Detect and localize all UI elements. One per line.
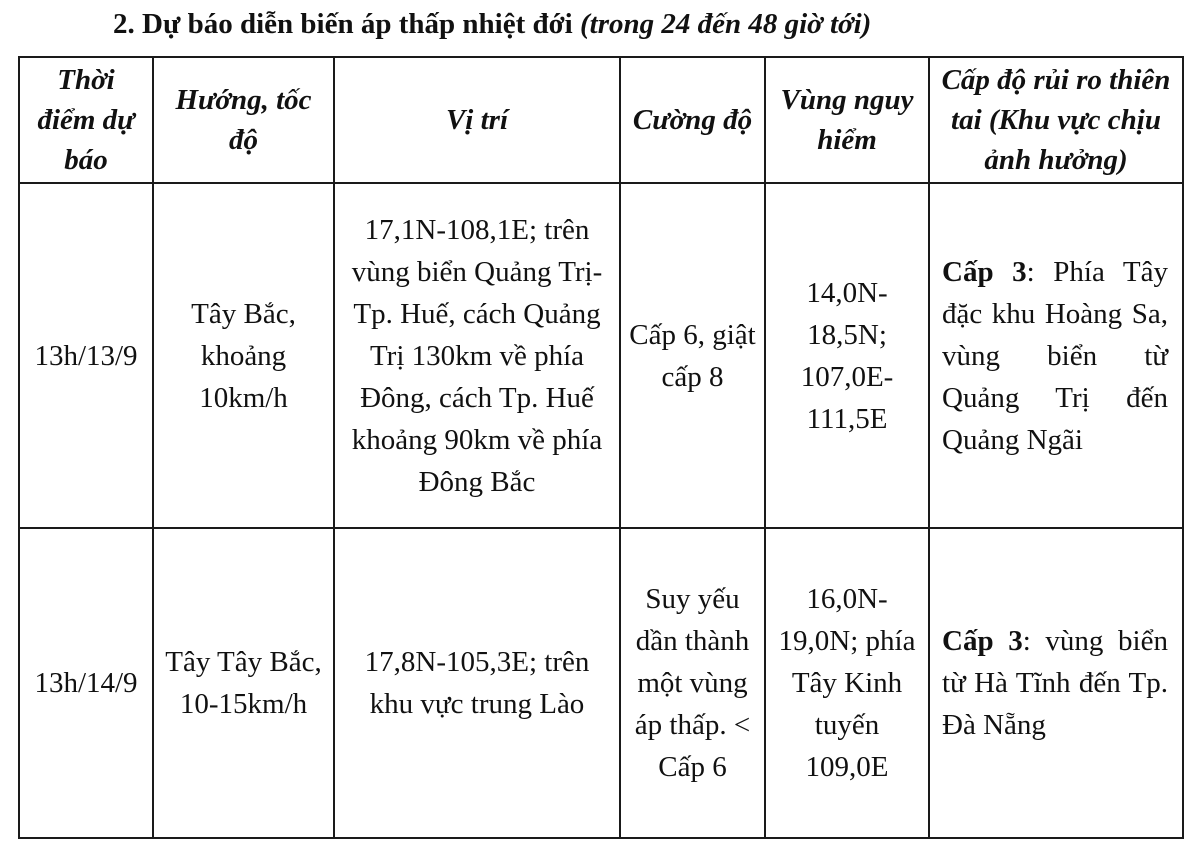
forecast-table <box>18 56 1184 839</box>
header-intensity: Cường độ <box>620 57 765 183</box>
header-risk: Cấp độ rủi ro thiên tai (Khu vực chịu ảnh hưởng) <box>929 57 1183 183</box>
header-danger-zone: Vùng nguy hiểm <box>765 57 929 183</box>
cell-intensity: Suy yếu dần thành một vùng áp thấp. < Cấp 6 <box>620 528 765 838</box>
header-direction: Hướng, tốc độ <box>153 57 334 183</box>
risk-level: Cấp 3 <box>942 625 1023 657</box>
heading-main: 2. Dự báo diễn biến áp thấp nhiệt đới <box>113 8 580 40</box>
header-position: Vị trí <box>334 57 620 183</box>
cell-intensity: Cấp 6, giật cấp 8 <box>620 183 765 528</box>
section-heading <box>113 8 871 41</box>
cell-time: 13h/14/9 <box>19 528 153 838</box>
cell-danger-zone: 16,0N-19,0N; phía Tây Kinh tuyến 109,0E <box>765 528 929 838</box>
table-row <box>19 528 1183 838</box>
cell-risk <box>929 183 1183 528</box>
cell-direction: Tây Bắc, khoảng 10km/h <box>153 183 334 528</box>
cell-position: 17,1N-108,1E; trên vùng biển Quảng Trị-Tp. Huế, cách Quảng Trị 130km về phía Đông, cách Tp. Huế khoảng 90km về phía Đông Bắc <box>334 183 620 528</box>
risk-level: Cấp 3 <box>942 255 1027 288</box>
table-row <box>19 183 1183 528</box>
cell-direction: Tây Tây Bắc, 10-15km/h <box>153 528 334 838</box>
header-time: Thời điểm dự báo <box>19 57 153 183</box>
risk-area: : Phía Tây đặc khu Hoàng Sa, vùng biển từ Quảng Trị đến Quảng Ngãi <box>942 255 1168 456</box>
heading-italic: (trong 24 đến 48 giờ tới) <box>579 8 872 40</box>
cell-danger-zone: 14,0N-18,5N; 107,0E-111,5E <box>765 183 929 528</box>
header-row <box>19 57 1183 183</box>
cell-position: 17,8N-105,3E; trên khu vực trung Lào <box>334 528 620 838</box>
cell-time: 13h/13/9 <box>19 183 153 528</box>
cell-risk <box>929 528 1183 838</box>
risk-area: : vùng biển từ Hà Tĩnh đến Tp. Đà Nẵng <box>942 625 1168 741</box>
